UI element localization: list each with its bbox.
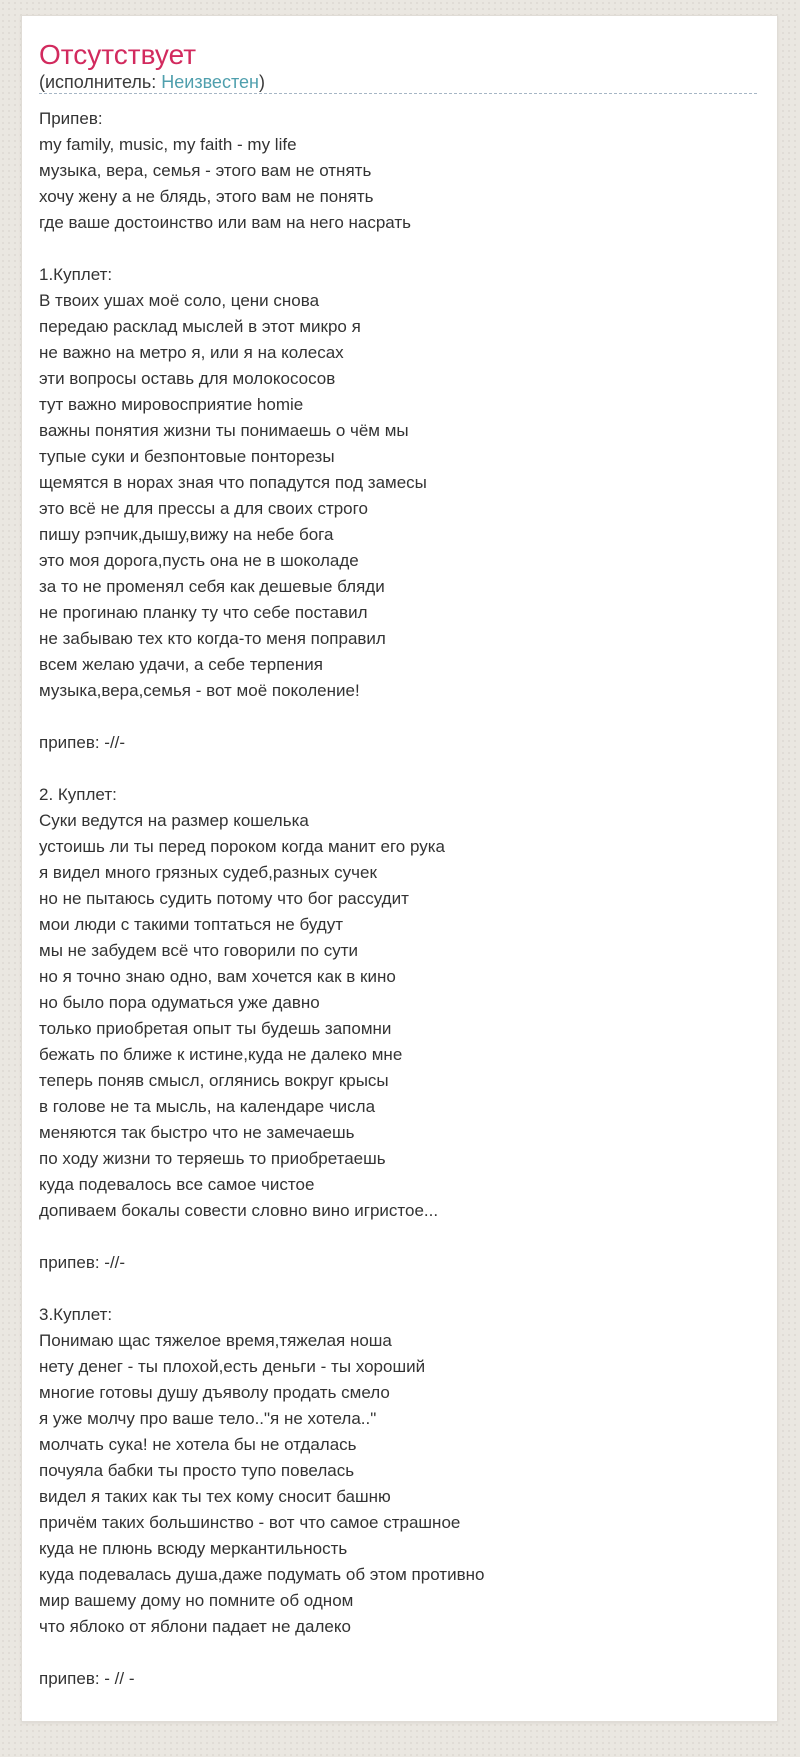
lyric-line: допиваем бокалы совести словно вино игристое... [39,1201,439,1220]
lyric-line: но было пора одуматься уже давно [39,993,320,1012]
lyric-line: Суки ведутся на размер кошелька [39,811,309,830]
page-background [0,15,800,1757]
lyric-line: я уже молчу про ваше тело.."я не хотела.." [39,1409,377,1428]
lyric-line: 1.Куплет: [39,265,113,284]
artist-link[interactable]: Неизвестен [161,72,259,92]
lyric-line: я видел много грязных судеб,разных сучек [39,863,377,882]
lyric-line: в голове не та мысль, на календаре числа [39,1097,376,1116]
lyric-line: за то не променял себя как дешевые бляди [39,577,385,596]
lyric-line: видел я таких как ты тех кому сносит башню [39,1487,391,1506]
lyric-line: В твоих ушах моё соло, цени снова [39,291,320,310]
lyric-line [39,756,757,782]
lyric-line: хочу жену а не блядь, этого вам не понять [39,187,374,206]
lyric-line: но не пытаюсь судить потому что бог рассудит [39,889,409,908]
lyric-line: бежать по ближе к истине,куда не далеко мне [39,1045,403,1064]
lyric-line: Припев: [39,109,103,128]
lyric-line: теперь поняв смысл, оглянись вокруг крысы [39,1071,389,1090]
lyric-line: устоишь ли ты перед пороком когда манит его рука [39,837,445,856]
lyric-line [39,1276,757,1302]
lyric-line: куда не плюнь всюду меркантильность [39,1539,348,1558]
lyric-line: мы не забудем всё что говорили по сути [39,941,359,960]
lyric-line: причём таких большинство - вот что самое страшное [39,1513,461,1532]
lyric-line: только приобретая опыт ты будешь запомни [39,1019,392,1038]
lyric-line: не прогинаю планку ту что себе поставил [39,603,368,622]
lyric-line: my family, music, my faith - my life [39,135,297,154]
lyric-line: но я точно знаю одно, вам хочется как в кино [39,967,396,986]
lyric-line: это моя дорога,пусть она не в шоколаде [39,551,359,570]
lyric-line: 2. Куплет: [39,785,117,804]
lyric-line: Понимаю щас тяжелое время,тяжелая ноша [39,1331,392,1350]
lyrics-text [39,106,757,1692]
lyric-line [39,236,757,262]
song-title: Отсутствует [39,39,197,70]
lyric-line: тут важно мировосприятие homie [39,395,304,414]
artist-line [39,73,757,94]
lyric-line: припев: - // - [39,1669,135,1688]
lyric-line [39,1640,757,1666]
lyric-line: не забываю тех кто когда-то меня поправил [39,629,386,648]
lyric-line: эти вопросы оставь для молокососов [39,369,336,388]
lyric-line: музыка,вера,семья - вот моё поколение! [39,681,360,700]
lyric-line: важны понятия жизни ты понимаешь о чём мы [39,421,409,440]
lyric-line [39,704,757,730]
lyric-line: молчать сука! не хотела бы не отдалась [39,1435,357,1454]
lyric-line: припев: -//- [39,733,126,752]
lyric-line: тупые суки и безпонтовые понторезы [39,447,335,466]
lyric-line: передаю расклад мыслей в этот микро я [39,317,361,336]
lyric-line: это всё не для прессы а для своих строго [39,499,368,518]
lyric-line: музыка, вера, семья - этого вам не отнять [39,161,372,180]
lyric-line: припев: -//- [39,1253,126,1272]
lyric-line: щемятся в норах зная что попадутся под замесы [39,473,427,492]
artist-prefix: (исполнитель: [39,72,162,92]
lyric-line: не важно на метро я, или я на колесах [39,343,344,362]
lyric-line: куда подевалось все самое чистое [39,1175,315,1194]
lyric-line: куда подевалась душа,даже подумать об этом противно [39,1565,485,1584]
lyric-line: меняются так быстро что не замечаешь [39,1123,355,1142]
lyric-line: всем желаю удачи, а себе терпения [39,655,323,674]
lyric-line: что яблоко от яблони падает не далеко [39,1617,351,1636]
lyrics-card [21,15,778,1722]
lyric-line: мои люди с такими топтаться не будут [39,915,343,934]
lyric-line: нету денег - ты плохой,есть деньги - ты хороший [39,1357,426,1376]
lyric-line: почуяла бабки ты просто тупо повелась [39,1461,355,1480]
lyric-line: 3.Куплет: [39,1305,113,1324]
lyric-line [39,1224,757,1250]
lyric-line: многие готовы душу дъяволу продать смело [39,1383,390,1402]
lyric-line: где ваше достоинство или вам на него насрать [39,213,412,232]
lyric-line: по ходу жизни то теряешь то приобретаешь [39,1149,386,1168]
lyric-line: мир вашему дому но помните об одном [39,1591,354,1610]
lyric-line: пишу рэпчик,дышу,вижу на небе бога [39,525,334,544]
artist-suffix: ) [258,72,265,92]
